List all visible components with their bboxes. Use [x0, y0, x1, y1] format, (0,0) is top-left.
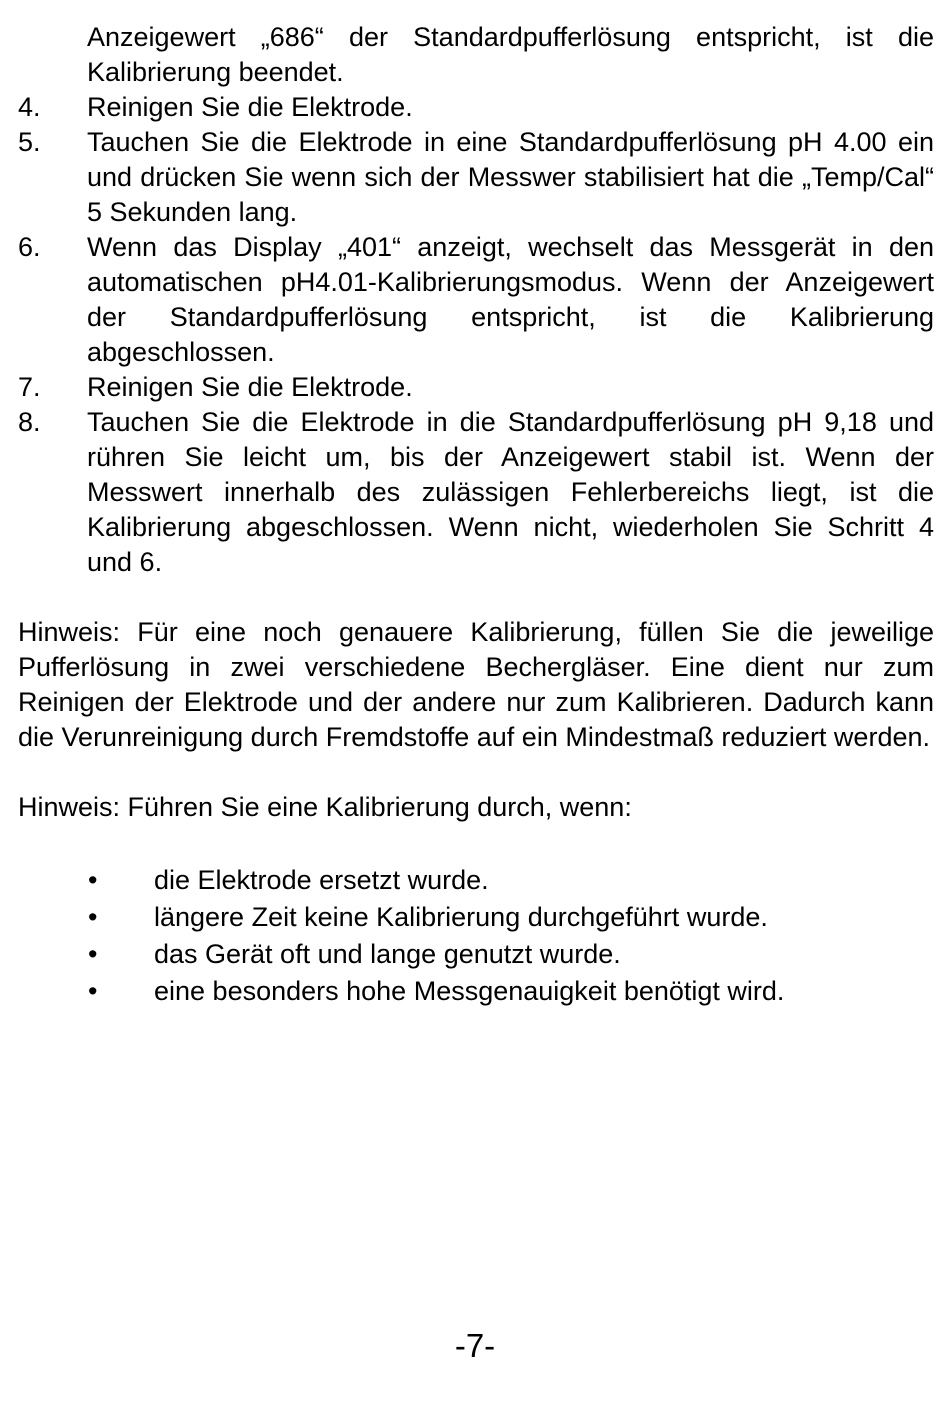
note-calibration-conditions: Hinweis: Führen Sie eine Kalibrierung durch, wenn:	[18, 792, 632, 822]
list-item-step-7	[18, 370, 934, 405]
bullet-icon: •	[88, 976, 98, 1006]
bullet-icon: •	[88, 902, 98, 932]
bullet-list	[18, 862, 934, 1010]
step-number: 4.	[18, 92, 41, 122]
bullet-icon: •	[88, 939, 98, 969]
manual-page-content	[18, 20, 934, 1010]
bullet-text: das Gerät oft und lange genutzt wurde.	[154, 939, 621, 969]
step-text: Tauchen Sie die Elektrode in die Standardpufferlösung pH 9,18 und rühren Sie leicht um, bis der Anzeigewert stabil ist. Wenn der Messwert innerhalb des zulässigen Fehlerbereichs liegt, ist die Kalibrierung abgeschlossen. Wenn nicht, wiederholen Sie Schritt 4 und 6.	[87, 407, 934, 577]
bullet-icon: •	[88, 865, 98, 895]
step-number: 6.	[18, 232, 41, 262]
list-item	[18, 899, 934, 936]
list-item-step-5	[18, 125, 934, 230]
step-text: Tauchen Sie die Elektrode in eine Standardpufferlösung pH 4.00 ein und drücken Sie wenn sich der Messwer stabilisiert hat die „Temp/Cal“ 5 Sekunden lang.	[87, 127, 934, 227]
list-item-step-continued	[18, 20, 934, 90]
list-item	[18, 862, 934, 899]
step-number: 5.	[18, 127, 41, 157]
list-item-step-6	[18, 230, 934, 370]
bullet-text: eine besonders hohe Messgenauigkeit benötigt wird.	[154, 976, 785, 1006]
step-text: Reinigen Sie die Elektrode.	[87, 92, 413, 122]
step-number: 8.	[18, 407, 41, 437]
bullet-text: längere Zeit keine Kalibrierung durchgeführt wurde.	[154, 902, 768, 932]
step-text: Anzeigewert „686“ der Standardpufferlösung entspricht, ist die Kalibrierung beendet.	[87, 22, 934, 87]
step-text: Reinigen Sie die Elektrode.	[87, 372, 413, 402]
spacer	[18, 580, 934, 615]
list-item-step-8	[18, 405, 934, 580]
step-text: Wenn das Display „401“ anzeigt, wechselt das Messgerät in den automatischen pH4.01-Kalibrierungsmodus. Wenn der Anzeigewert der Standardpufferlösung entspricht, ist die Kalibrierung abgeschlossen.	[87, 232, 934, 367]
page-number: -7-	[454, 1327, 496, 1364]
list-item	[18, 936, 934, 973]
note-cleaning-beakers: Hinweis: Für eine noch genauere Kalibrierung, füllen Sie die jeweilige Pufferlösung in zwei verschiedene Bechergläser. Eine dient nur zum Reinigen der Elektrode und der andere nur zum Kalibrieren. Dadurch kann die Verunreinigung durch Fremdstoffe auf ein Mindestmaß reduziert werden.	[18, 617, 934, 752]
step-number: 7.	[18, 372, 41, 402]
list-item	[18, 973, 934, 1010]
list-item-step-4	[18, 90, 934, 125]
spacer	[18, 755, 934, 790]
bullet-text: die Elektrode ersetzt wurde.	[154, 865, 489, 895]
